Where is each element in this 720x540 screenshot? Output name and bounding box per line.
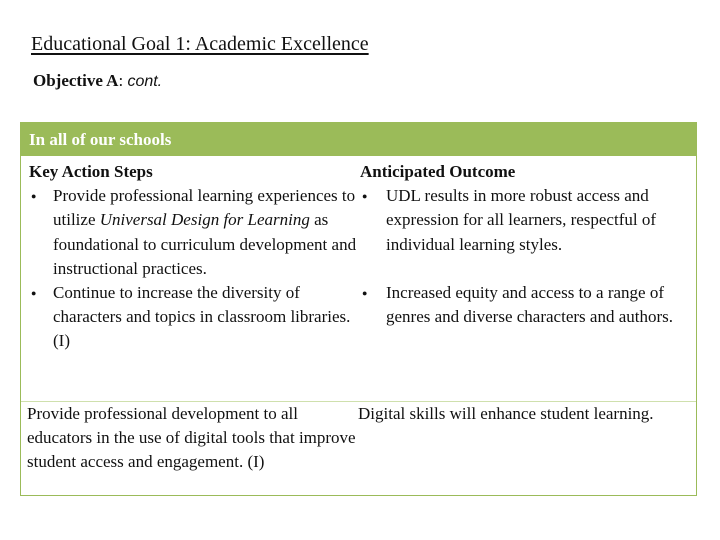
bullet-icon: ● [31,191,37,202]
outcome-text: Increased equity and access to a range of genres and diverse characters and authors. [386,283,673,327]
list-item [360,281,700,329]
row1-steps-cell [29,160,361,354]
bullet-icon: ● [31,288,37,299]
row2-step-cell [27,402,361,475]
bullet-icon: ● [362,191,368,202]
list-item [360,184,700,257]
step-text-pre: Continue to increase the diversity of characters and topics in classroom libraries. (I) [53,283,351,351]
objective-label: Objective A [33,71,119,90]
row2-outcome-cell [358,402,688,426]
objective-line [33,71,162,91]
list-item [29,281,361,354]
bullet-icon: ● [362,288,368,298]
outcome-column-heading: Anticipated Outcome [360,162,516,181]
outcome-text: UDL results in more robust access and expression for all learners, respectful of individual learning styles. [386,186,656,254]
action-table [20,122,697,496]
page-title: Educational Goal 1: Academic Excellence [31,33,369,55]
table-header: In all of our schools [21,123,696,156]
row1-outcome-cell [360,160,700,329]
step-text-pre: Provide professional learning experiences to utilize [53,186,356,230]
objective-cont: cont. [127,73,163,90]
list-item [29,184,361,281]
steps-list [29,184,361,353]
row2-outcome-text: Digital skills will enhance student learning. [358,404,654,423]
row2-step-text: Provide professional development to all educators in the use of digital tools that improve student access and engagement. (I) [27,404,356,472]
objective-colon: : [118,71,128,90]
steps-column-heading: Key Action Steps [29,162,153,181]
step-text-italic: Universal Design for Learning [99,210,310,230]
step-text-post: as foundational to curriculum development and instructional practices. [53,210,357,278]
outcomes-list [360,184,700,329]
